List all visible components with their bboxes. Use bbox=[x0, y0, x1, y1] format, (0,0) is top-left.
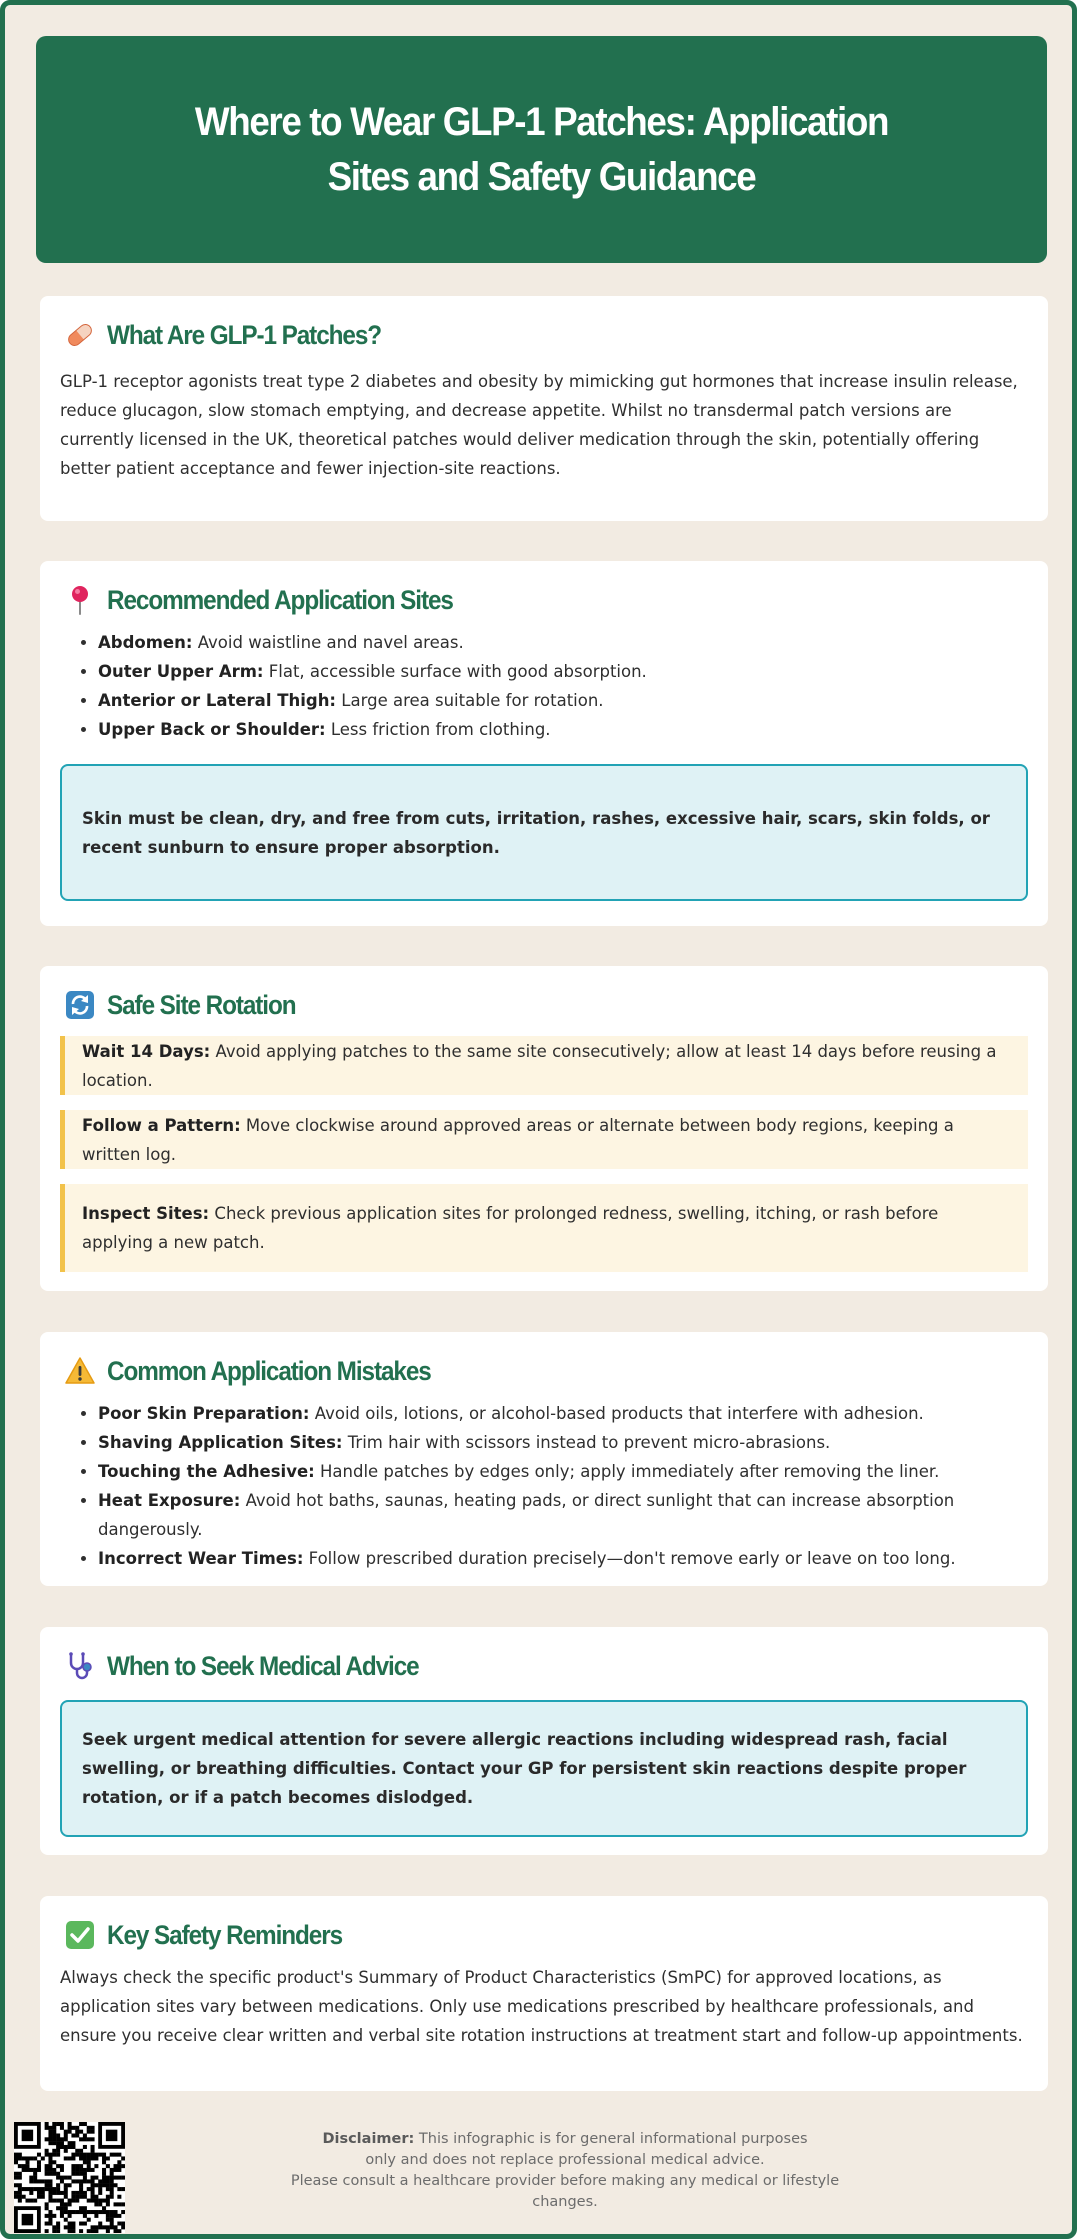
pill-icon bbox=[63, 318, 97, 352]
skin-requirements-callout: Skin must be clean, dry, and free from cuts, irritation, rashes, excessive hair, scars, skin folds, or recent sunburn to ensure proper absorption. bbox=[60, 764, 1028, 901]
section-common-mistakes bbox=[40, 1332, 1048, 1586]
stethoscope-icon bbox=[63, 1649, 97, 1683]
list-item: • Touching the Adhesive: Handle patches by edges only; apply immediately after removing the liner. bbox=[98, 1457, 1028, 1486]
rotation-tip: Wait 14 Days: Avoid applying patches to the same site consecutively; allow at least 14 days before reusing a location. bbox=[60, 1036, 1028, 1095]
pushpin-icon bbox=[63, 583, 97, 617]
warning-icon bbox=[63, 1354, 97, 1388]
mistakes-list bbox=[60, 1399, 1028, 1573]
list-item: • Anterior or Lateral Thigh: Large area suitable for rotation. bbox=[98, 686, 1028, 715]
rotate-icon bbox=[63, 988, 97, 1022]
section-header bbox=[60, 581, 1028, 619]
list-item: • Abdomen: Avoid waistline and navel areas. bbox=[98, 628, 1028, 657]
list-item: • Upper Back or Shoulder: Less friction from clothing. bbox=[98, 715, 1028, 744]
section-title: What Are GLP-1 Patches? bbox=[107, 319, 382, 350]
section-header bbox=[60, 1647, 1028, 1685]
section-medical-advice bbox=[40, 1627, 1048, 1855]
section-what-are-patches bbox=[40, 296, 1048, 521]
header-banner bbox=[36, 36, 1047, 263]
rotation-tip: Follow a Pattern: Move clockwise around approved areas or alternate between body regions, keeping a written log. bbox=[60, 1110, 1028, 1169]
list-item: • Shaving Application Sites: Trim hair with scissors instead to prevent micro-abrasions. bbox=[98, 1428, 1028, 1457]
section-title: When to Seek Medical Advice bbox=[107, 1650, 419, 1681]
section-title: Safe Site Rotation bbox=[107, 989, 296, 1020]
section-application-sites bbox=[40, 561, 1048, 926]
disclaimer: Disclaimer: This infographic is for general informational purposes only and does not replace professional medical advice. Please consult a healthcare provider before making any medical or lifestyle changes. bbox=[290, 2131, 840, 2210]
section-safety-reminders bbox=[40, 1896, 1048, 2091]
section-site-rotation bbox=[40, 966, 1048, 1291]
page-title: Where to Wear GLP-1 Patches: Application Sites and Safety Guidance bbox=[194, 99, 889, 199]
check-mark-icon bbox=[63, 1918, 97, 1952]
qr-code bbox=[14, 2122, 125, 2233]
section-header bbox=[60, 1916, 1028, 1954]
section-title: Recommended Application Sites bbox=[107, 584, 453, 615]
list-item: • Poor Skin Preparation: Avoid oils, lotions, or alcohol-based products that interfere with adhesion. bbox=[98, 1399, 1028, 1428]
list-item: • Outer Upper Arm: Flat, accessible surface with good absorption. bbox=[98, 657, 1028, 686]
list-item: • Heat Exposure: Avoid hot baths, saunas, heating pads, or direct sunlight that can increase absorption dangerously. bbox=[98, 1486, 1028, 1544]
list-item: • Incorrect Wear Times: Follow prescribed duration precisely—don't remove early or leave on too long. bbox=[98, 1544, 1028, 1573]
section-text: Always check the specific product's Summary of Product Characteristics (SmPC) for approved locations, as application sites vary between medications. Only use medications prescribed by healthcare professionals, and ensure you receive clear written and verbal site rotation instructions at treatment start and follow-up appointments. bbox=[60, 1968, 1023, 2045]
medical-advice-callout: Seek urgent medical attention for severe allergic reactions including widespread rash, facial swelling, or breathing difficulties. Contact your GP for persistent skin reactions despite proper rotation, or if a patch becomes dislodged. bbox=[60, 1700, 1028, 1837]
section-header bbox=[60, 316, 1028, 354]
section-title: Key Safety Reminders bbox=[107, 1919, 343, 1950]
section-header bbox=[60, 986, 1028, 1024]
rotation-tip: Inspect Sites: Check previous application sites for prolonged redness, swelling, itching, or rash before applying a new patch. bbox=[60, 1184, 1028, 1272]
application-sites-list bbox=[60, 628, 1028, 744]
section-header bbox=[60, 1352, 1028, 1390]
section-text: GLP-1 receptor agonists treat type 2 diabetes and obesity by mimicking gut hormones that increase insulin release, reduce glucagon, slow stomach emptying, and decrease appetite. Whilst no transdermal patch versions are currently licensed in the UK, theoretical patches would deliver medication through the skin, potentially offering better patient acceptance and fewer injection-site reactions. bbox=[60, 372, 1018, 478]
section-title: Common Application Mistakes bbox=[107, 1355, 431, 1386]
